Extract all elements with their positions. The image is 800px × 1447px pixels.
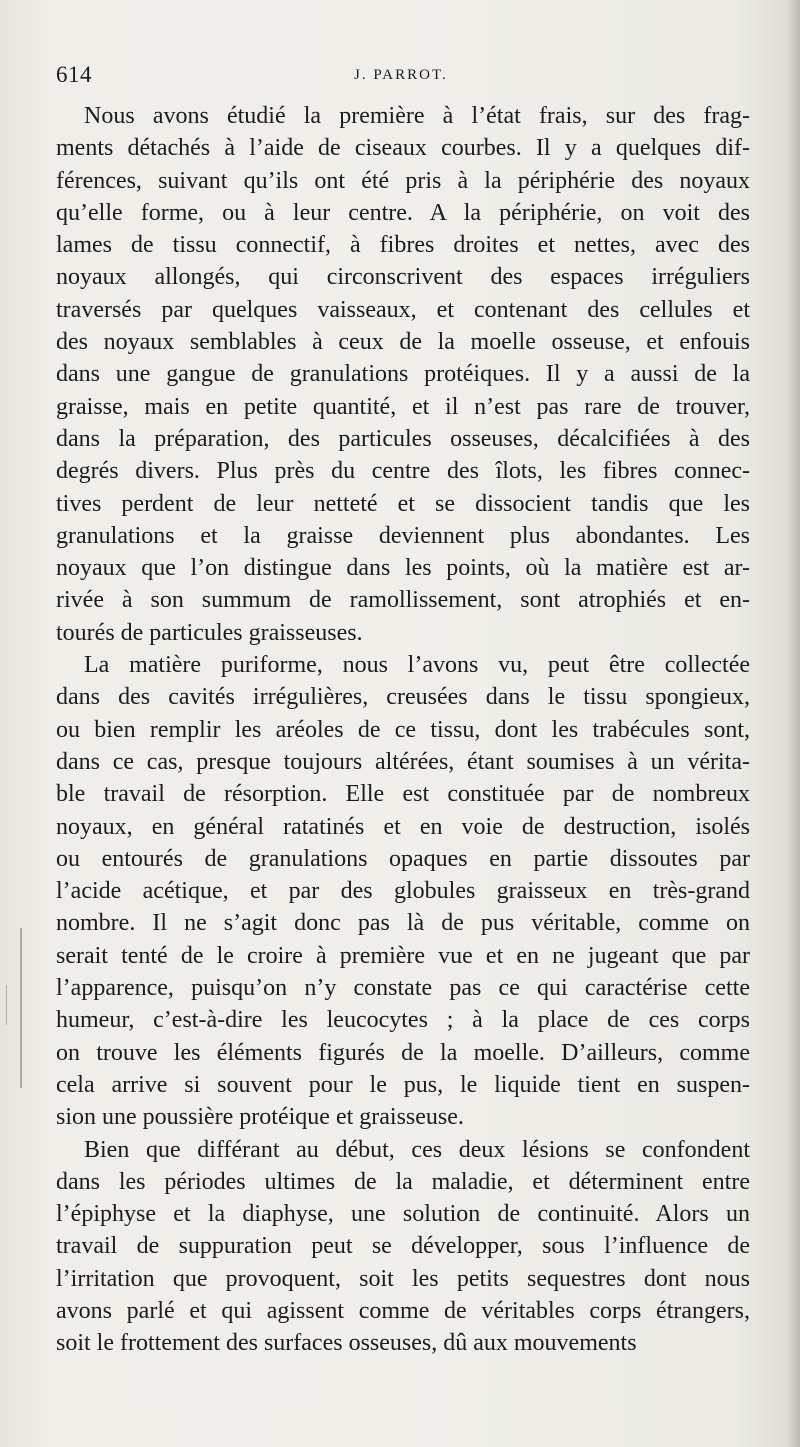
text-line: l’apparence, puisqu’on n’y constate pas ce qui caractérise cette bbox=[56, 975, 750, 1002]
text-line: qu’elle forme, ou à leur centre. A la périphérie, on voit des bbox=[56, 199, 750, 226]
text-line: ou bien remplir les aréoles de ce tissu, dont les trabécules sont, bbox=[56, 716, 750, 743]
text-line: lames de tissu connectif, à fibres droites et nettes, avec des bbox=[56, 232, 750, 259]
page-number: 614 bbox=[56, 62, 92, 87]
text-line: l’irritation que provoquent, soit les petits sequestres dont nous bbox=[56, 1265, 750, 1292]
text-line: on trouve les éléments figurés de la moelle. D’ailleurs, comme bbox=[56, 1039, 750, 1066]
text-line: serait tenté de le croire à première vue et en ne jugeant que par bbox=[56, 942, 750, 969]
text-line: dans des cavités irrégulières, creusées dans le tissu spongieux, bbox=[56, 684, 750, 711]
text-line: noyaux, en général ratatinés et en voie de destruction, isolés bbox=[56, 813, 750, 840]
text-line: degrés divers. Plus près du centre des îlots, les fibres connec- bbox=[56, 458, 750, 485]
text-line: ments détachés à l’aide de ciseaux courbes. Il y a quelques dif- bbox=[56, 135, 750, 162]
text-line: traversés par quelques vaisseaux, et contenant des cellules et bbox=[56, 296, 750, 323]
paragraph bbox=[56, 1134, 750, 1360]
paragraph bbox=[56, 100, 750, 649]
text-line: cela arrive si souvent pour le pus, le liquide tient en suspen- bbox=[56, 1071, 750, 1098]
text-line: noyaux que l’on distingue dans les points, où la matière est ar- bbox=[56, 555, 750, 582]
text-line: rivée à son summum de ramollissement, sont atrophiés et en- bbox=[56, 587, 750, 614]
paragraph bbox=[56, 649, 750, 1133]
text-line: ou entourés de granulations opaques en partie dissoutes par bbox=[56, 845, 750, 872]
text-line: l’acide acétique, et par des globules graisseux en très-grand bbox=[56, 878, 750, 905]
text-line: dans une gangue de granulations protéiques. Il y a aussi de la bbox=[56, 361, 750, 388]
text-line: Bien que différant au début, ces deux lésions se confondent bbox=[84, 1136, 750, 1163]
page-edge-shadow bbox=[786, 0, 800, 1447]
text-line: Nous avons étudié la première à l’état frais, sur des frag- bbox=[84, 103, 750, 129]
text-line: soit le frottement des surfaces osseuses, dû aux mouvements bbox=[56, 1330, 637, 1357]
running-head: J. PARROT. bbox=[354, 67, 448, 83]
text-line: travail de suppuration peut se développer, sous l’influence de bbox=[56, 1233, 750, 1260]
text-line: des noyaux semblables à ceux de la moelle osseuse, et enfouis bbox=[56, 329, 750, 356]
text-line: granulations et la graisse deviennent plus abondantes. Les bbox=[56, 522, 750, 549]
text-line: dans les périodes ultimes de la maladie, et déterminent entre bbox=[56, 1168, 750, 1195]
margin-pencil-mark bbox=[20, 928, 22, 1088]
text-line: avons parlé et qui agissent comme de véritables corps étrangers, bbox=[56, 1297, 750, 1324]
text-line: humeur, c’est-à-dire les leucocytes ; à la place de ces corps bbox=[56, 1007, 750, 1034]
page-header bbox=[56, 62, 750, 92]
margin-pencil-mark bbox=[6, 985, 17, 1025]
text-line: ble travail de résorption. Elle est constituée par de nombreux bbox=[56, 781, 750, 808]
text-line: férences, suivant qu’ils ont été pris à la périphérie des noyaux bbox=[56, 167, 750, 194]
text-line: nombre. Il ne s’agit donc pas là de pus véritable, comme on bbox=[56, 910, 750, 937]
text-line: l’épiphyse et la diaphyse, une solution de continuité. Alors un bbox=[56, 1201, 750, 1228]
text-line: graisse, mais en petite quantité, et il n’est pas rare de trouver, bbox=[56, 393, 750, 420]
text-line: sion une poussière protéique et graisseuse. bbox=[56, 1104, 464, 1131]
text-line: La matière puriforme, nous l’avons vu, peut être collectée bbox=[84, 652, 750, 679]
body-text bbox=[56, 100, 750, 1360]
text-line: dans ce cas, presque toujours altérées, étant soumises à un vérita- bbox=[56, 748, 750, 775]
text-line: dans la préparation, des particules osseuses, décalcifiées à des bbox=[56, 425, 750, 452]
text-line: tourés de particules graisseuses. bbox=[56, 619, 363, 646]
text-line: tives perdent de leur netteté et se dissocient tandis que les bbox=[56, 490, 750, 517]
text-line: noyaux allongés, qui circonscrivent des espaces irréguliers bbox=[56, 264, 750, 291]
